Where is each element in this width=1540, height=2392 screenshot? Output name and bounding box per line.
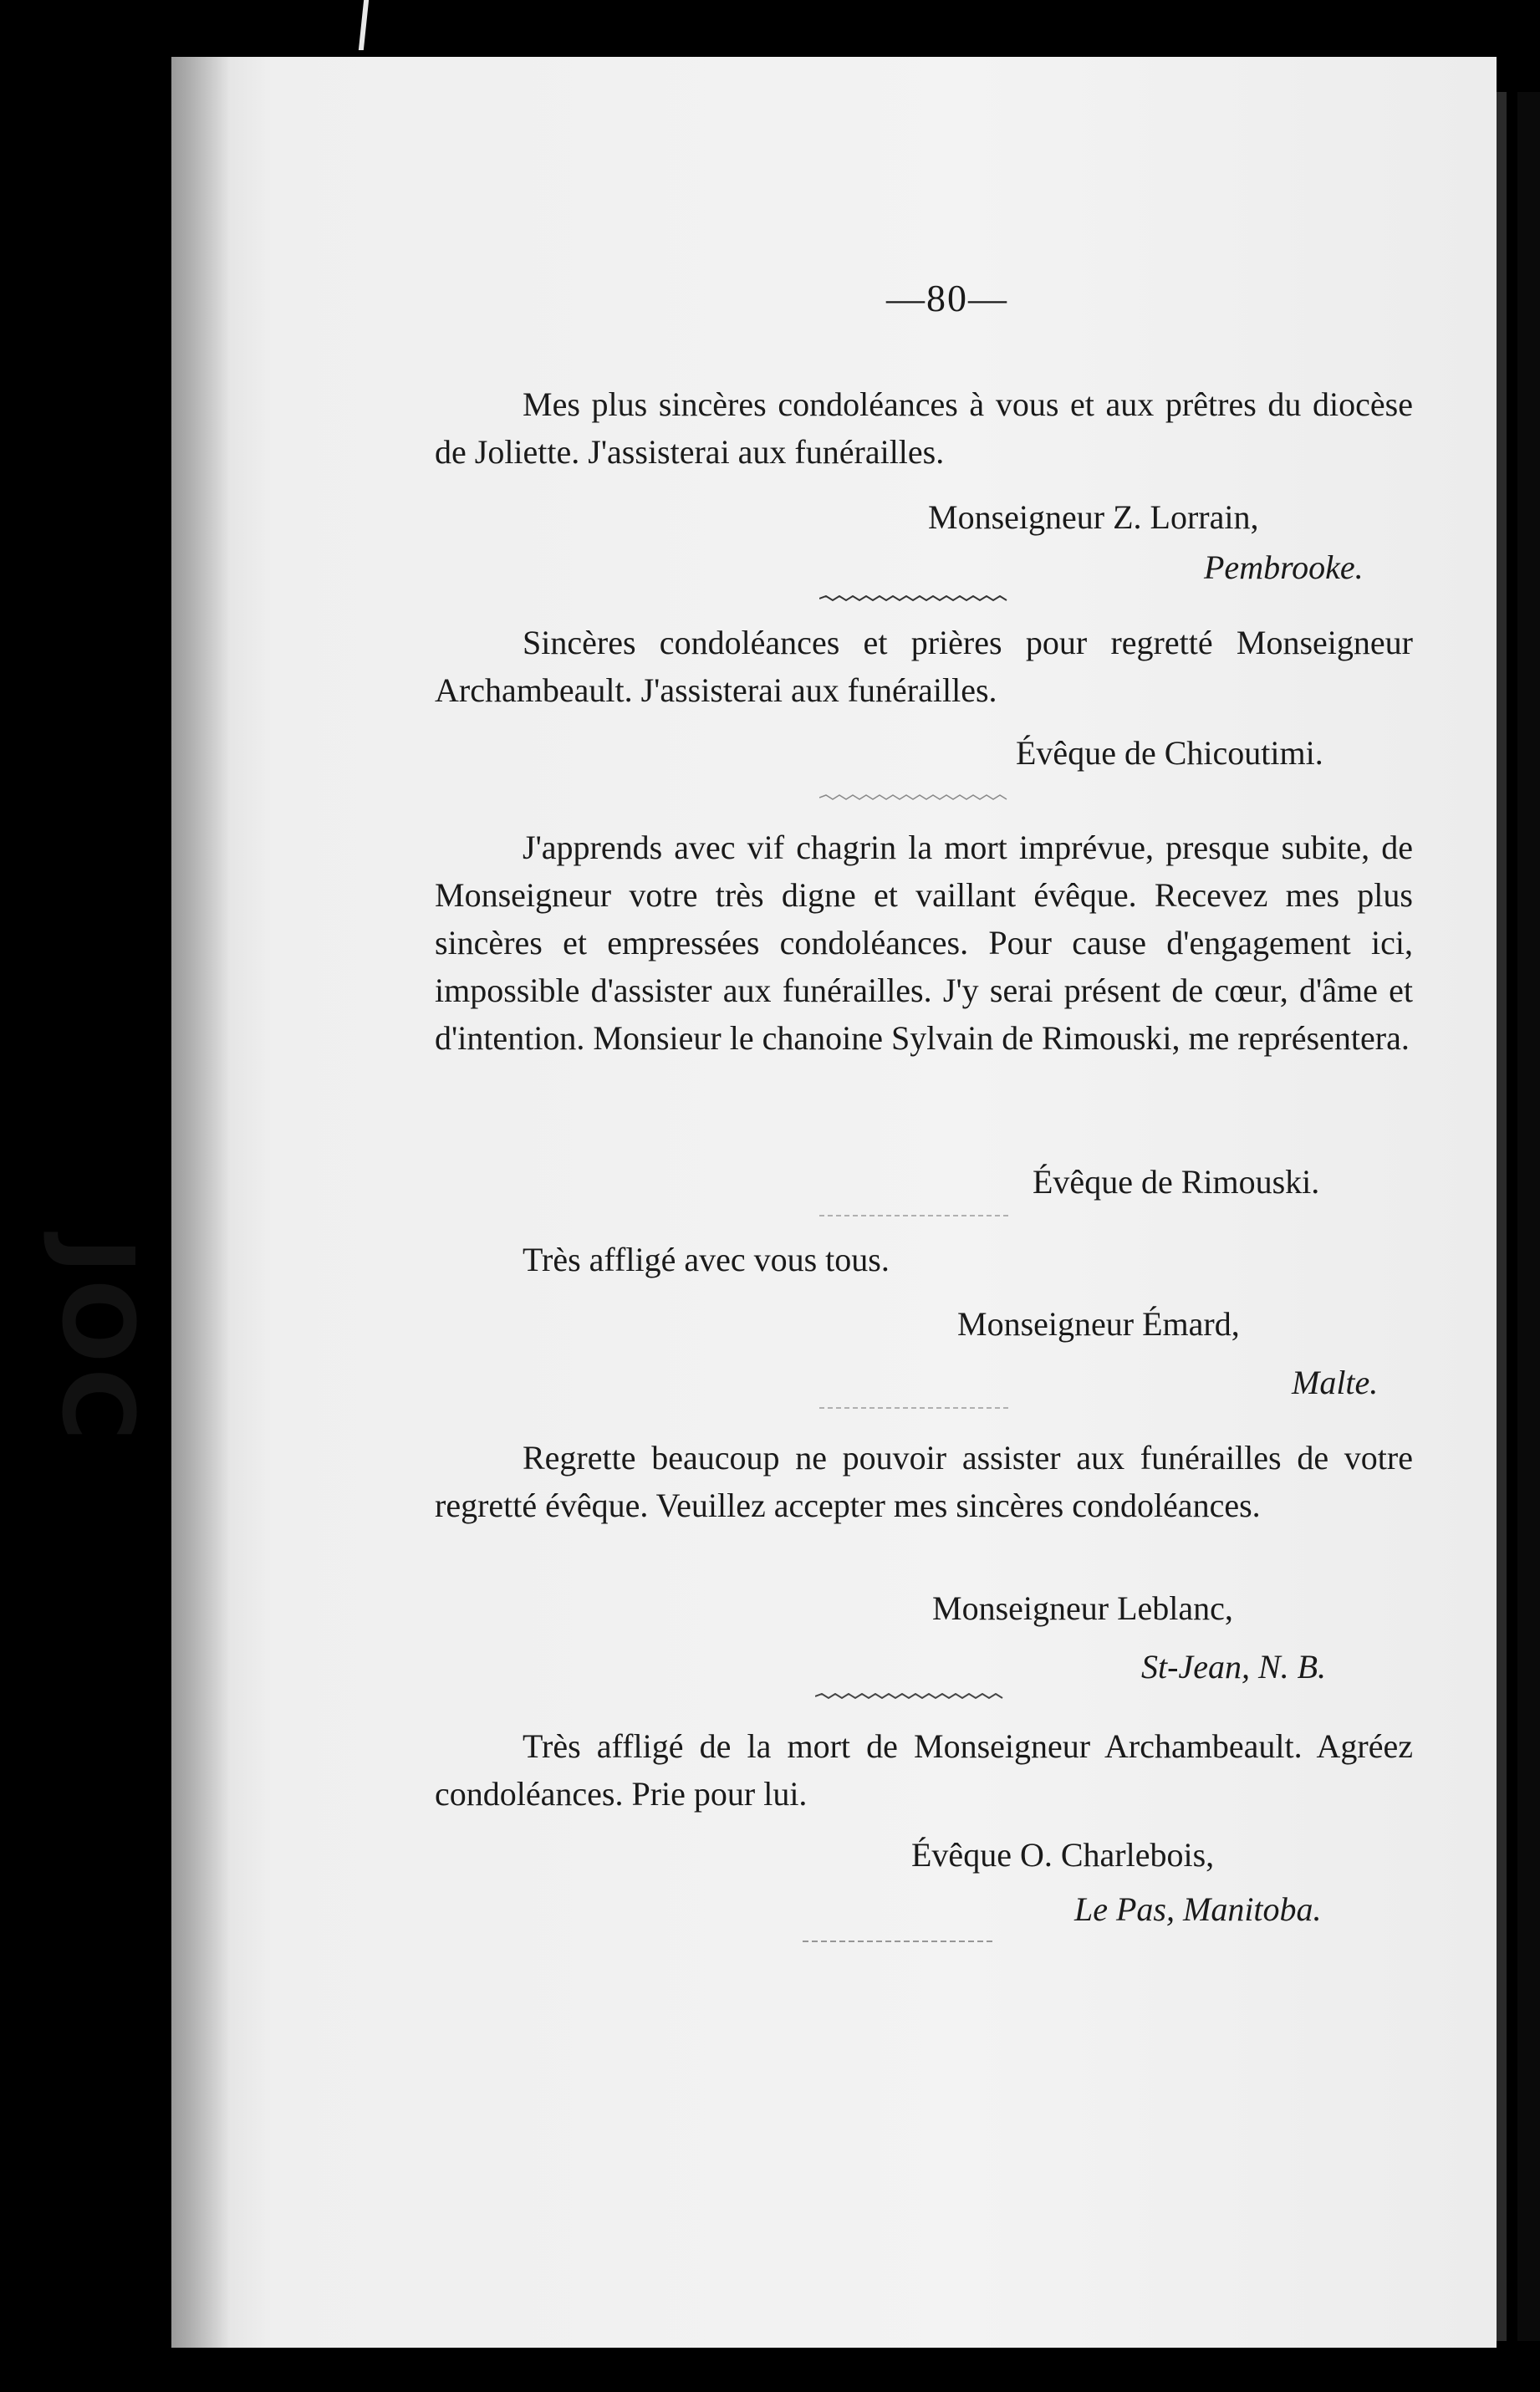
signature-1: Monseigneur Z. Lorrain,: [928, 498, 1259, 536]
separator-5: [815, 1693, 1007, 1700]
page-edge-outer: [1517, 92, 1540, 2341]
page-number: —80—: [886, 277, 1008, 319]
telegram-text-5: Regrette beaucoup ne pouvoir assister aux funérailles de votre regretté évêque. Veuillez accepter mes sincères condoléances.: [435, 1439, 1413, 1524]
scan-artifact-mark: [359, 0, 369, 50]
telegram-text-6: Très affligé de la mort de Monseigneur Archambeault. Agréez condoléances. Prie pour lui.: [435, 1727, 1413, 1813]
telegram-text-3: J'apprends avec vif chagrin la mort imprévue, presque subite, de Monseigneur votre très digne et vaillant évêque. Recevez mes plus sincères et empressées condoléances. Pour cause d'engagement ici, impossible d'assister aux funérailles. J'y serai présent de cœur, d'âme et d'intention. Monsieur le chanoine Sylvain de Rimouski, me représentera.: [435, 829, 1413, 1057]
separator-2: [819, 794, 1012, 801]
signature-6: Évêque O. Charlebois,: [911, 1836, 1215, 1874]
signature-4: Monseigneur Émard,: [957, 1305, 1240, 1343]
telegram-text-4: Très affligé avec vous tous.: [523, 1241, 890, 1278]
page-edge: [1497, 92, 1507, 2341]
separator-1: [819, 595, 1012, 602]
signature-2: Évêque de Chicoutimi.: [1016, 734, 1323, 772]
signature-5: Monseigneur Leblanc,: [932, 1589, 1233, 1627]
page-gutter-shadow: [171, 57, 230, 2348]
telegram-text-2: Sincères condoléances et prières pour regretté Monseigneur Archambeault. J'assisterai aux funérailles.: [435, 624, 1413, 709]
separator-3: [819, 1212, 1012, 1219]
place-1: Pembrooke.: [1204, 548, 1364, 586]
place-6: Le Pas, Manitoba.: [1074, 1890, 1322, 1928]
separator-6: [803, 1938, 995, 1945]
place-4: Malte.: [1292, 1364, 1379, 1401]
margin-stamp: JOC: [40, 1237, 156, 1446]
telegram-text-1: Mes plus sincères condoléances à vous et aux prêtres du diocèse de Joliette. J'assisterai aux funérailles.: [435, 385, 1413, 471]
signature-3: Évêque de Rimouski.: [1033, 1163, 1320, 1201]
place-5: St-Jean, N. B.: [1141, 1648, 1327, 1686]
separator-4: [819, 1405, 1012, 1411]
